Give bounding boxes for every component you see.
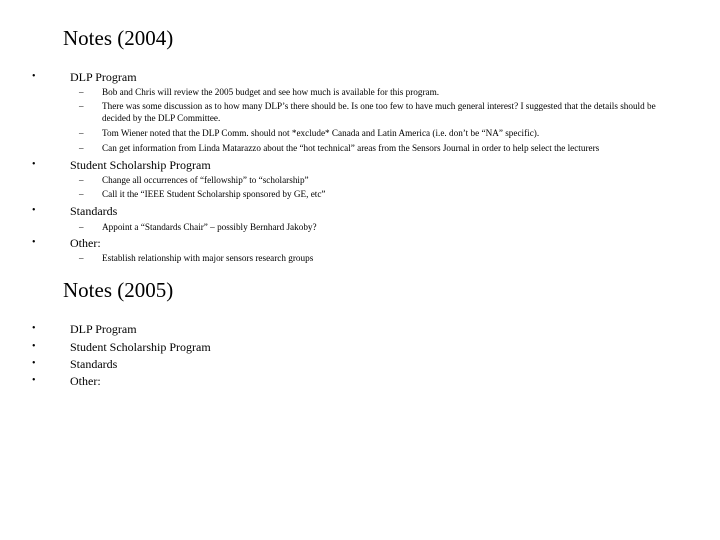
notes-2004-title: Notes (2004) bbox=[63, 26, 174, 50]
bullet-icon: • bbox=[32, 71, 36, 82]
notes-2005-title: Notes (2005) bbox=[63, 278, 174, 302]
dash-icon: – bbox=[79, 175, 84, 185]
dash-icon: – bbox=[79, 143, 84, 153]
bullet-icon: • bbox=[32, 237, 36, 248]
item-2005-standards: Standards bbox=[70, 357, 118, 371]
dlp-subitem: Tom Wiener noted that the DLP Comm. should not *exclude* Canada and Latin America (i.e. don’t be “NA” specific). bbox=[102, 128, 540, 138]
bullet-icon: • bbox=[32, 341, 36, 352]
item-dlp-program: DLP Program bbox=[70, 70, 137, 84]
dlp-subitem: There was some discussion as to how many DLP’s there should be. Is one too few to have much general interest? I suggested that the details should be decided by the DLP Committee. bbox=[102, 101, 656, 123]
bullet-icon: • bbox=[32, 358, 36, 369]
dash-icon: – bbox=[79, 128, 84, 138]
standards-subitem: Appoint a “Standards Chair” – possibly Bernhard Jakoby? bbox=[102, 222, 317, 232]
bullet-icon: • bbox=[32, 205, 36, 216]
item-2005-student-scholarship: Student Scholarship Program bbox=[70, 340, 211, 354]
dash-icon: – bbox=[79, 189, 84, 199]
dash-icon: – bbox=[79, 222, 84, 232]
other-subitem: Establish relationship with major sensors research groups bbox=[102, 253, 314, 263]
dash-icon: – bbox=[79, 87, 84, 97]
item-standards: Standards bbox=[70, 204, 118, 218]
scholarship-subitem: Call it the “IEEE Student Scholarship sponsored by GE, etc” bbox=[102, 189, 326, 199]
dlp-subitem: Can get information from Linda Matarazzo about the “hot technical” areas from the Sensors Journal in order to help select the lecturers bbox=[102, 143, 600, 153]
bullet-icon: • bbox=[32, 323, 36, 334]
dash-icon: – bbox=[79, 253, 84, 263]
scholarship-subitem: Change all occurrences of “fellowship” to “scholarship” bbox=[102, 175, 309, 185]
dash-icon: – bbox=[79, 101, 84, 111]
dlp-subitem: Bob and Chris will review the 2005 budget and see how much is available for this program. bbox=[102, 87, 440, 97]
item-other: Other: bbox=[70, 236, 101, 250]
bullet-icon: • bbox=[32, 159, 36, 170]
bullet-icon: • bbox=[32, 375, 36, 386]
item-2005-dlp-program: DLP Program bbox=[70, 322, 137, 336]
item-2005-other: Other: bbox=[70, 374, 101, 388]
item-student-scholarship: Student Scholarship Program bbox=[70, 158, 211, 172]
